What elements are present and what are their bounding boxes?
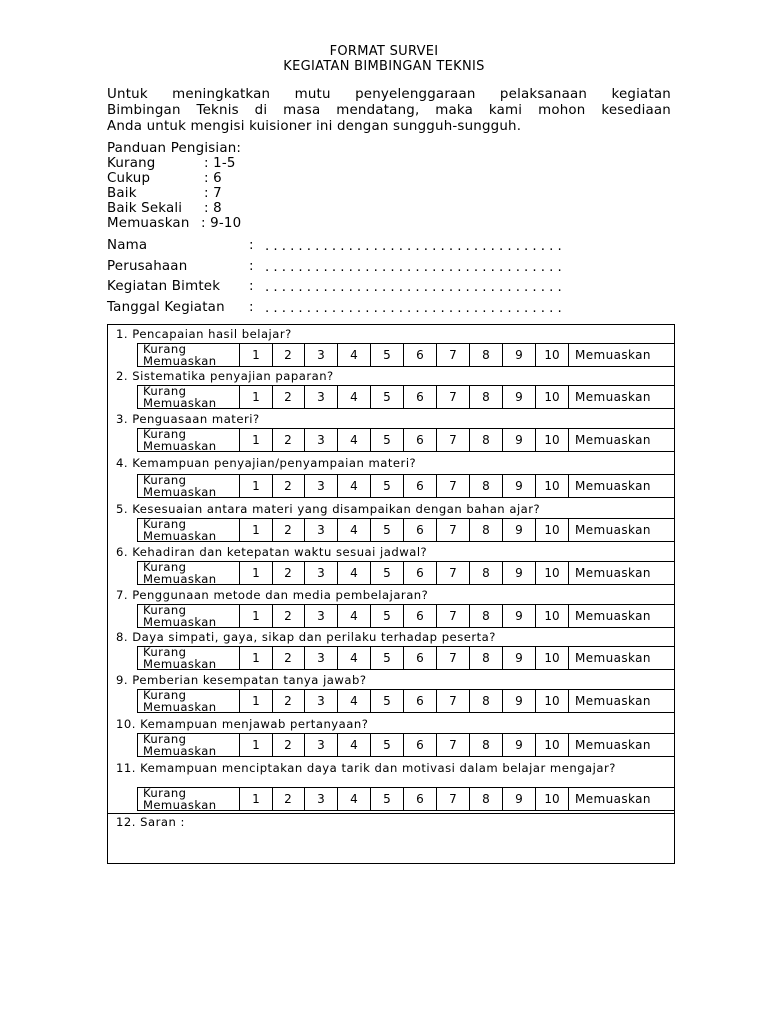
- scale-low-label: [138, 647, 240, 669]
- rating-option-9[interactable]: 9: [503, 344, 536, 366]
- rating-option-5[interactable]: 5: [371, 690, 404, 712]
- rating-option-3[interactable]: 3: [305, 386, 338, 408]
- guide-item: [107, 201, 241, 216]
- rating-option-10[interactable]: 10: [536, 647, 569, 669]
- rating-option-1[interactable]: 1: [240, 386, 273, 408]
- question-text: 4. Kemampuan penyajian/penyampaian materi?: [116, 456, 417, 470]
- scale-low-line: Memuaskan: [143, 744, 217, 758]
- scale-high-label: Memuaskan: [575, 738, 651, 752]
- scale-low-line: Memuaskan: [143, 439, 217, 453]
- rating-option-2[interactable]: 2: [272, 788, 305, 810]
- rating-scale-row: [137, 385, 674, 409]
- scale-high-label: Memuaskan: [575, 566, 651, 580]
- guide-label: Memuaskan: [107, 216, 190, 231]
- rating-option-6[interactable]: 6: [404, 475, 437, 497]
- rating-option-7[interactable]: 7: [437, 386, 470, 408]
- rating-option-8[interactable]: 8: [470, 734, 503, 756]
- rating-option-9[interactable]: 9: [503, 788, 536, 810]
- scale-low-line: Memuaskan: [143, 798, 217, 812]
- suggestion-label: 12. Saran :: [116, 815, 185, 829]
- survey-table: [107, 324, 675, 864]
- rating-option-3[interactable]: 3: [305, 429, 338, 451]
- field-dotted-line[interactable]: ....................................: [265, 259, 566, 275]
- question-text: 11. Kemampuan menciptakan daya tarik dan motivasi dalam belajar mengajar?: [116, 761, 616, 775]
- rating-option-10[interactable]: 10: [536, 475, 569, 497]
- rating-option-7[interactable]: 7: [437, 519, 470, 541]
- field-dotted-line[interactable]: ....................................: [265, 239, 566, 254]
- scale-low-line: Memuaskan: [143, 396, 217, 410]
- rating-option-1[interactable]: 1: [240, 690, 273, 712]
- rating-scale-row: [137, 733, 674, 757]
- rating-option-4[interactable]: 4: [338, 562, 371, 584]
- field-label: Kegiatan Bimtek: [107, 279, 221, 294]
- scale-high-label: Memuaskan: [575, 694, 651, 708]
- rating-option-5[interactable]: 5: [371, 344, 404, 366]
- scale-low-line: Memuaskan: [143, 529, 217, 543]
- question-text: 1. Pencapaian hasil belajar?: [116, 327, 292, 341]
- guide-label: Baik: [107, 186, 137, 201]
- intro-line: Anda untuk mengisi kuisioner ini dengan sungguh-sungguh.: [107, 119, 522, 134]
- rating-option-3[interactable]: 3: [305, 647, 338, 669]
- field-dotted-line[interactable]: ....................................: [265, 280, 566, 295]
- rating-scale-row: [137, 474, 674, 498]
- scale-high-label: Memuaskan: [575, 479, 651, 493]
- rating-option-5[interactable]: 5: [371, 475, 404, 497]
- rating-option-3[interactable]: 3: [305, 344, 338, 366]
- rating-option-9[interactable]: 9: [503, 429, 536, 451]
- rating-option-10[interactable]: 10: [536, 386, 569, 408]
- rating-option-2[interactable]: 2: [272, 429, 305, 451]
- scale-low-line: Kurang: [143, 688, 187, 702]
- guide-value: : 7: [204, 186, 222, 201]
- rating-option-2[interactable]: 2: [272, 690, 305, 712]
- rating-option-2[interactable]: 2: [272, 475, 305, 497]
- rating-option-7[interactable]: 7: [437, 344, 470, 366]
- rating-option-4[interactable]: 4: [338, 429, 371, 451]
- rating-option-7[interactable]: 7: [437, 429, 470, 451]
- guide-label: Baik Sekali: [107, 201, 183, 216]
- intro-line: Bimbingan Teknis di masa mendatang, maka kami mohon kesediaan: [107, 103, 671, 118]
- scale-low-line: Memuaskan: [143, 485, 217, 499]
- rating-option-8[interactable]: 8: [470, 788, 503, 810]
- scale-low-label: [138, 788, 240, 810]
- guide-value: : 8: [204, 201, 222, 216]
- rating-option-5[interactable]: 5: [371, 429, 404, 451]
- field-colon: :: [249, 258, 254, 274]
- question-text: 10. Kemampuan menjawab pertanyaan?: [116, 717, 369, 731]
- rating-option-1[interactable]: 1: [240, 475, 273, 497]
- scale-low-line: Kurang: [143, 645, 187, 659]
- rating-option-7[interactable]: 7: [437, 690, 470, 712]
- rating-option-2[interactable]: 2: [272, 344, 305, 366]
- rating-option-6[interactable]: 6: [404, 386, 437, 408]
- rating-option-4[interactable]: 4: [338, 519, 371, 541]
- guide-label: Cukup: [107, 171, 151, 186]
- question-text: 9. Pemberian kesempatan tanya jawab?: [116, 673, 367, 687]
- scale-high-label: Memuaskan: [575, 609, 651, 623]
- guide-item: [107, 216, 241, 231]
- guide-item: [107, 171, 241, 186]
- rating-option-8[interactable]: 8: [470, 605, 503, 627]
- scale-high-label: Memuaskan: [575, 523, 651, 537]
- rating-option-9[interactable]: 9: [503, 386, 536, 408]
- scale-high-label: Memuaskan: [575, 433, 651, 447]
- scale-low-line: Kurang: [143, 786, 187, 800]
- question-text: 8. Daya simpati, gaya, sikap dan perilaku terhadap peserta?: [116, 630, 496, 644]
- guide-item: [107, 186, 241, 201]
- rating-option-2[interactable]: 2: [272, 562, 305, 584]
- scale-low-line: Kurang: [143, 517, 187, 531]
- rating-option-6[interactable]: 6: [404, 647, 437, 669]
- scale-low-line: Kurang: [143, 603, 187, 617]
- rating-scale-row: [137, 646, 674, 670]
- field-label: Perusahaan: [107, 258, 188, 274]
- rating-option-2[interactable]: 2: [272, 519, 305, 541]
- scale-low-line: Kurang: [143, 342, 187, 356]
- rating-option-1[interactable]: 1: [240, 605, 273, 627]
- rating-option-5[interactable]: 5: [371, 386, 404, 408]
- rating-option-3[interactable]: 3: [305, 519, 338, 541]
- rating-option-3[interactable]: 3: [305, 690, 338, 712]
- question-text: 7. Penggunaan metode dan media pembelajaran?: [116, 588, 429, 602]
- scale-low-line: Kurang: [143, 732, 187, 746]
- rating-option-9[interactable]: 9: [503, 734, 536, 756]
- guide-value: : 9-10: [201, 216, 242, 231]
- rating-option-5[interactable]: 5: [371, 519, 404, 541]
- guide-heading: [107, 141, 241, 156]
- rating-option-8[interactable]: 8: [470, 475, 503, 497]
- rating-option-4[interactable]: 4: [338, 647, 371, 669]
- guide-item: [107, 156, 241, 171]
- rating-option-1[interactable]: 1: [240, 562, 273, 584]
- rating-option-8[interactable]: 8: [470, 647, 503, 669]
- rating-option-10[interactable]: 10: [536, 344, 569, 366]
- rating-option-3[interactable]: 3: [305, 605, 338, 627]
- scale-low-label: [138, 344, 240, 366]
- rating-option-5[interactable]: 5: [371, 647, 404, 669]
- rating-option-8[interactable]: 8: [470, 386, 503, 408]
- rating-option-4[interactable]: 4: [338, 690, 371, 712]
- guide-value: : 6: [204, 171, 222, 186]
- form-subtitle: KEGIATAN BIMBINGAN TEKNIS: [283, 59, 485, 74]
- rating-option-3[interactable]: 3: [305, 475, 338, 497]
- rating-option-5[interactable]: 5: [371, 562, 404, 584]
- rating-option-8[interactable]: 8: [470, 429, 503, 451]
- rating-option-2[interactable]: 2: [272, 386, 305, 408]
- rating-option-8[interactable]: 8: [470, 562, 503, 584]
- rating-scale-row: [137, 428, 674, 452]
- rating-option-7[interactable]: 7: [437, 647, 470, 669]
- rating-option-6[interactable]: 6: [404, 788, 437, 810]
- rating-option-7[interactable]: 7: [437, 475, 470, 497]
- rating-option-2[interactable]: 2: [272, 647, 305, 669]
- rating-option-10[interactable]: 10: [536, 429, 569, 451]
- rating-option-5[interactable]: 5: [371, 734, 404, 756]
- rating-option-6[interactable]: 6: [404, 344, 437, 366]
- field-label: Nama: [107, 238, 148, 253]
- scale-low-label: [138, 519, 240, 541]
- question-text: 2. Sistematika penyajian paparan?: [116, 369, 334, 383]
- rating-option-5[interactable]: 5: [371, 788, 404, 810]
- rating-option-9[interactable]: 9: [503, 519, 536, 541]
- rating-option-9[interactable]: 9: [503, 562, 536, 584]
- rating-option-10[interactable]: 10: [536, 562, 569, 584]
- field-label: Tanggal Kegiatan: [107, 299, 225, 315]
- rating-option-8[interactable]: 8: [470, 344, 503, 366]
- scale-low-label: [138, 429, 240, 451]
- rating-option-1[interactable]: 1: [240, 788, 273, 810]
- rating-option-8[interactable]: 8: [470, 690, 503, 712]
- field-colon: :: [249, 279, 254, 294]
- rating-option-1[interactable]: 1: [240, 429, 273, 451]
- filling-guide: [107, 141, 241, 231]
- scale-high-label: Memuaskan: [575, 651, 651, 665]
- rating-scale-row: [137, 561, 674, 585]
- form-title: FORMAT SURVEI: [329, 44, 439, 59]
- field-colon: :: [249, 299, 254, 315]
- scale-low-label: [138, 475, 240, 497]
- scale-low-label: [138, 690, 240, 712]
- rating-option-1[interactable]: 1: [240, 734, 273, 756]
- rating-option-4[interactable]: 4: [338, 344, 371, 366]
- rating-option-4[interactable]: 4: [338, 605, 371, 627]
- rating-option-6[interactable]: 6: [404, 429, 437, 451]
- scale-low-label: [138, 605, 240, 627]
- question-text: 3. Penguasaan materi?: [116, 412, 260, 426]
- scale-low-line: Memuaskan: [143, 657, 217, 671]
- rating-option-6[interactable]: 6: [404, 690, 437, 712]
- rating-scale-row: [137, 689, 674, 713]
- intro-paragraph: [107, 87, 671, 135]
- rating-scale-row: [137, 343, 674, 367]
- rating-option-3[interactable]: 3: [305, 734, 338, 756]
- rating-option-9[interactable]: 9: [503, 605, 536, 627]
- rating-scale-row: [137, 604, 674, 628]
- scale-low-line: Kurang: [143, 473, 187, 487]
- rating-option-7[interactable]: 7: [437, 734, 470, 756]
- rating-option-6[interactable]: 6: [404, 605, 437, 627]
- scale-low-line: Kurang: [143, 427, 187, 441]
- scale-high-label: Memuaskan: [575, 348, 651, 362]
- rating-scale-row: [137, 518, 674, 542]
- rating-option-10[interactable]: 10: [536, 519, 569, 541]
- scale-high-label: Memuaskan: [575, 390, 651, 404]
- field-dotted-line[interactable]: ....................................: [265, 300, 566, 316]
- scale-high-label: Memuaskan: [575, 792, 651, 806]
- rating-option-9[interactable]: 9: [503, 647, 536, 669]
- rating-scale-row: [137, 787, 674, 811]
- question-text: 6. Kehadiran dan ketepatan waktu sesuai jadwal?: [116, 545, 428, 559]
- field-colon: :: [249, 238, 254, 253]
- rating-option-1[interactable]: 1: [240, 647, 273, 669]
- rating-option-2[interactable]: 2: [272, 734, 305, 756]
- scale-low-line: Kurang: [143, 560, 187, 574]
- intro-line: Untuk meningkatkan mutu penyelenggaraan pelaksanaan kegiatan: [107, 87, 671, 102]
- rating-option-4[interactable]: 4: [338, 386, 371, 408]
- rating-option-8[interactable]: 8: [470, 519, 503, 541]
- scale-low-line: Memuaskan: [143, 615, 217, 629]
- scale-low-label: [138, 386, 240, 408]
- scale-low-label: [138, 734, 240, 756]
- rating-option-9[interactable]: 9: [503, 690, 536, 712]
- rating-option-6[interactable]: 6: [404, 734, 437, 756]
- rating-option-10[interactable]: 10: [536, 690, 569, 712]
- rating-option-7[interactable]: 7: [437, 605, 470, 627]
- rating-option-10[interactable]: 10: [536, 788, 569, 810]
- rating-option-10[interactable]: 10: [536, 605, 569, 627]
- rating-option-9[interactable]: 9: [503, 475, 536, 497]
- rating-option-5[interactable]: 5: [371, 605, 404, 627]
- rating-option-3[interactable]: 3: [305, 788, 338, 810]
- guide-label: Kurang: [107, 156, 156, 171]
- scale-low-line: Memuaskan: [143, 354, 217, 368]
- scale-low-line: Memuaskan: [143, 572, 217, 586]
- rating-option-7[interactable]: 7: [437, 562, 470, 584]
- rating-option-7[interactable]: 7: [437, 788, 470, 810]
- rating-option-1[interactable]: 1: [240, 519, 273, 541]
- question-text: 5. Kesesuaian antara materi yang disampaikan dengan bahan ajar?: [116, 502, 541, 516]
- guide-heading-text: Panduan Pengisian:: [107, 141, 242, 156]
- rating-option-6[interactable]: 6: [404, 519, 437, 541]
- rating-option-3[interactable]: 3: [305, 562, 338, 584]
- rating-option-4[interactable]: 4: [338, 475, 371, 497]
- scale-low-label: [138, 562, 240, 584]
- rating-option-4[interactable]: 4: [338, 788, 371, 810]
- rating-option-2[interactable]: 2: [272, 605, 305, 627]
- guide-value: : 1-5: [204, 156, 236, 171]
- rating-option-6[interactable]: 6: [404, 562, 437, 584]
- rating-option-1[interactable]: 1: [240, 344, 273, 366]
- rating-option-4[interactable]: 4: [338, 734, 371, 756]
- scale-low-line: Kurang: [143, 384, 187, 398]
- suggestion-divider: [108, 813, 674, 815]
- rating-option-10[interactable]: 10: [536, 734, 569, 756]
- scale-low-line: Memuaskan: [143, 700, 217, 714]
